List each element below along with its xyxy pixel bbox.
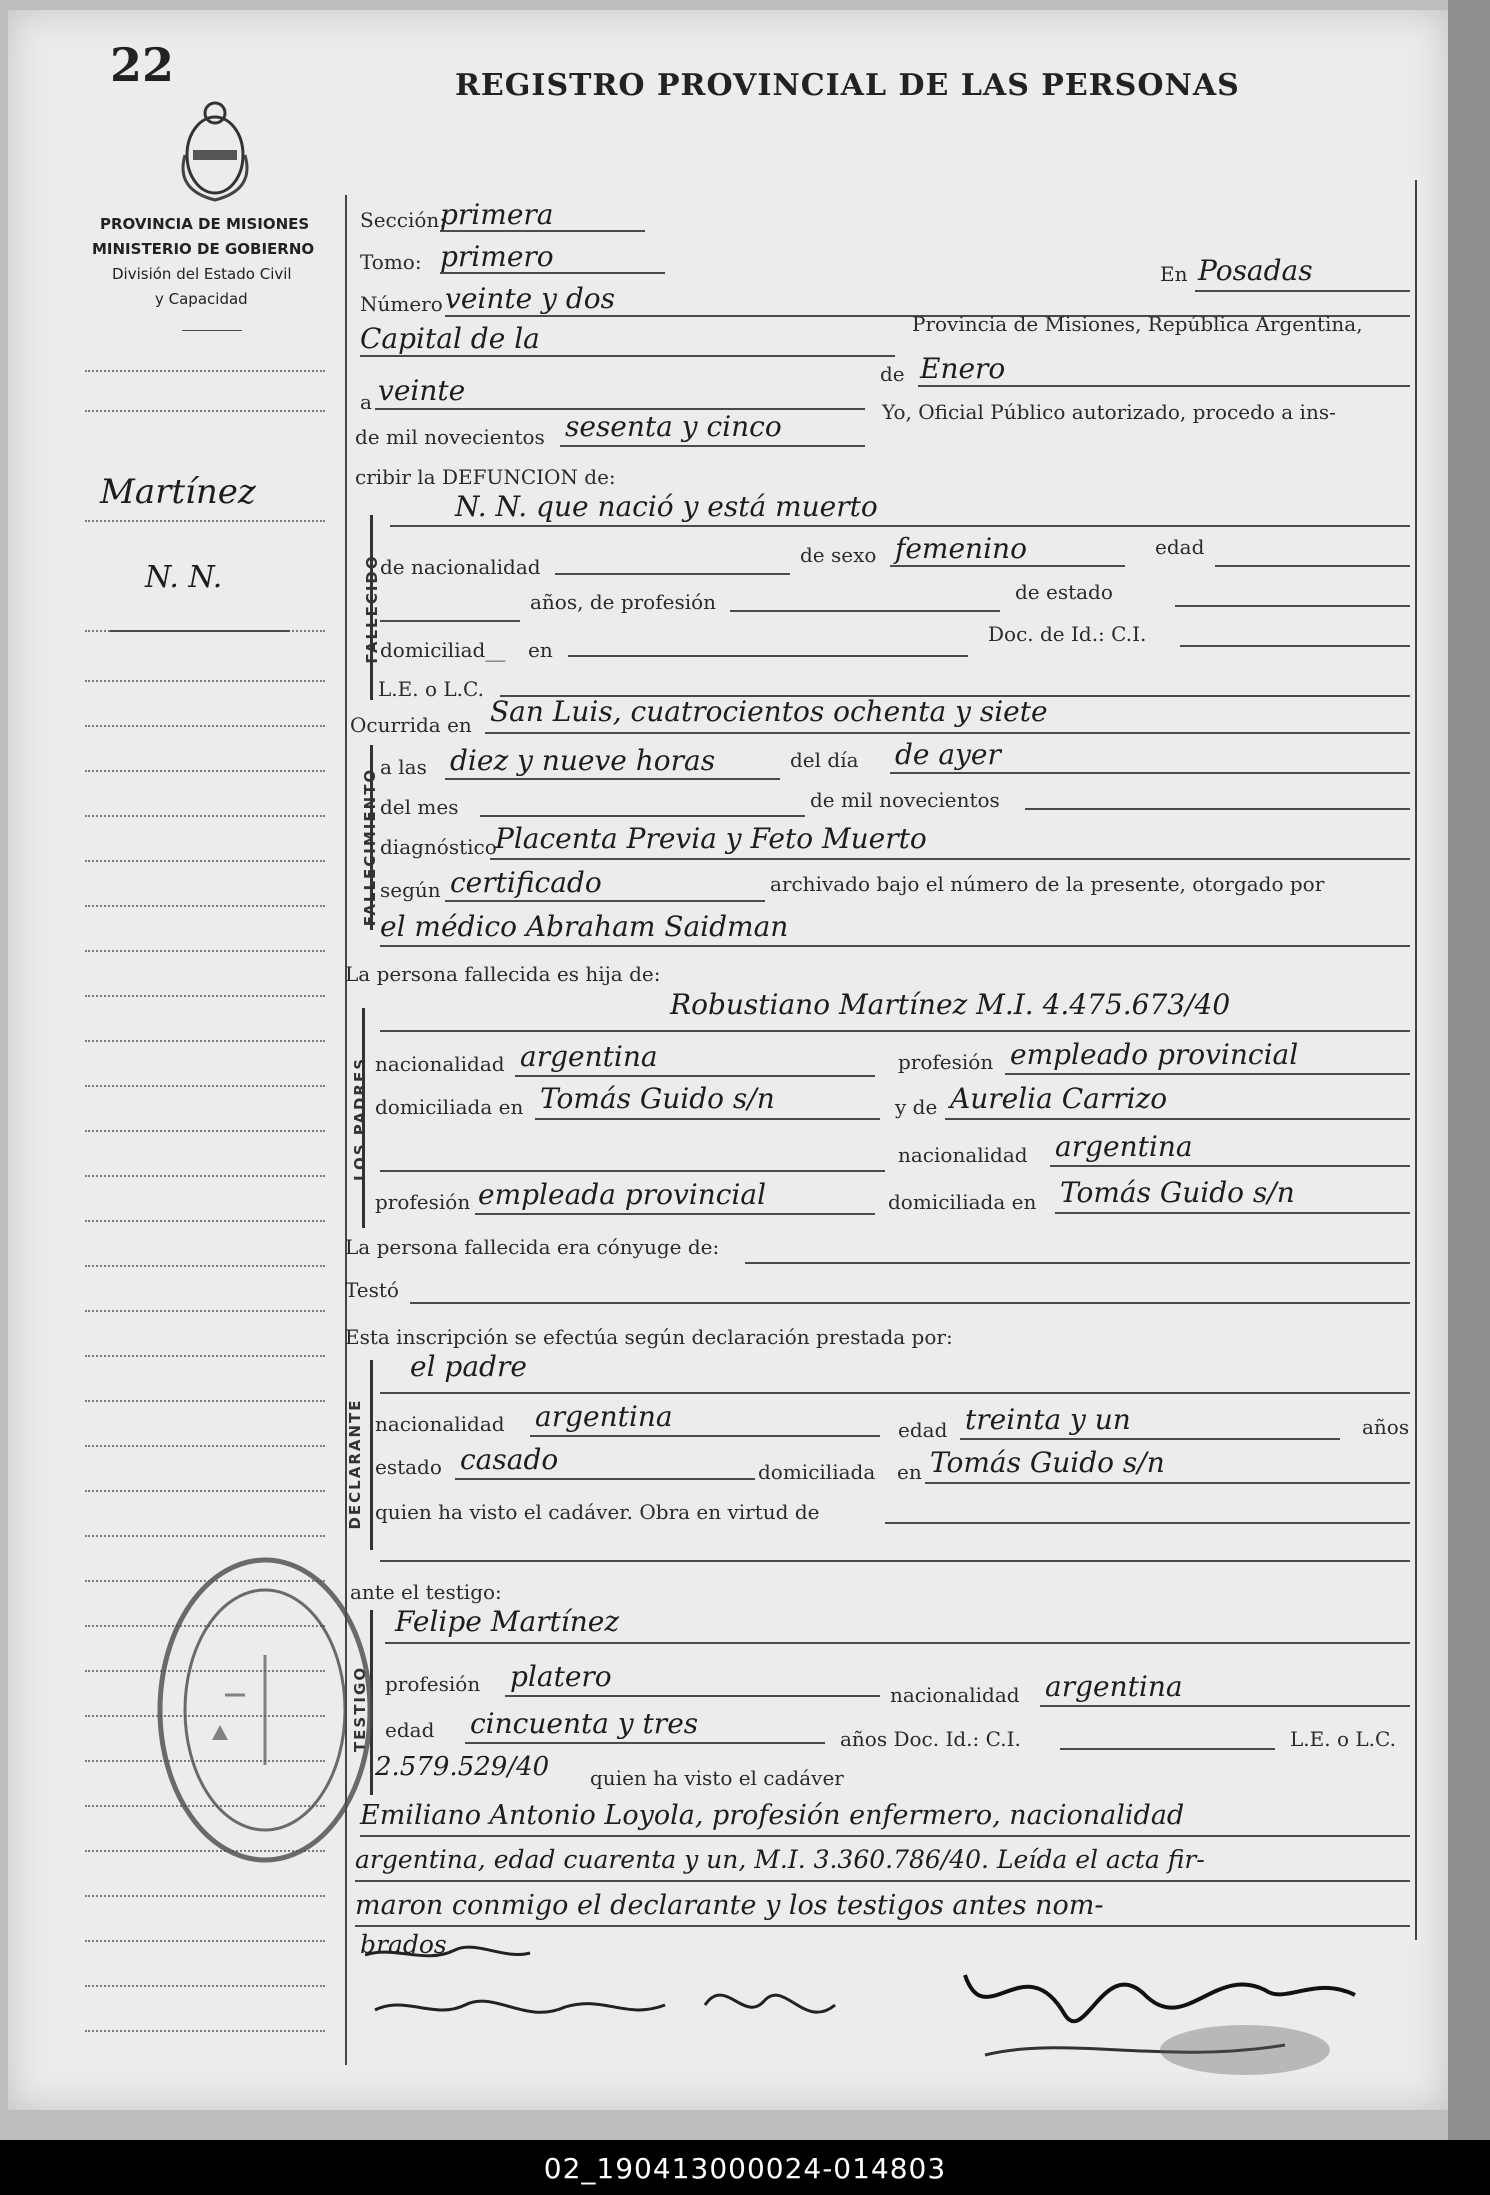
label-testo: Testó [345, 1278, 399, 1302]
side-label-fallecido: FALLECIDO [363, 554, 381, 664]
value-sexo: femenino [895, 532, 1027, 565]
label-segun: según [380, 878, 441, 902]
coat-of-arms-icon [175, 95, 255, 205]
label-domiciliada-madre: domiciliada en [888, 1190, 1037, 1214]
value-segun: certificado [450, 866, 602, 899]
page-number: 22 [110, 38, 175, 92]
label-archivado: archivado bajo el número de la presente, otorgado por [770, 872, 1325, 896]
org-line-4: y Capacidad [155, 290, 248, 308]
label-diagnostico: diagnóstico [380, 835, 497, 859]
value-madre: Aurelia Carrizo [950, 1082, 1168, 1115]
label-a-las: a las [380, 755, 427, 779]
label-anos-profesion: años, de profesión [530, 590, 717, 614]
label-de: de [880, 362, 905, 386]
label-estado-fallecido: de estado [1015, 580, 1113, 604]
note-line-3: maron conmigo el declarante y los testigos antes nom- [355, 1890, 1104, 1921]
label-nacionalidad-padre: nacionalidad [375, 1052, 505, 1076]
value-madre-dom: Tomás Guido s/n [1060, 1176, 1295, 1209]
label-ocurrida: Ocurrida en [350, 713, 472, 737]
value-seccion: primera [440, 198, 554, 231]
value-anio: sesenta y cinco [565, 410, 782, 443]
note-line-2: argentina, edad cuarenta y un, M.I. 3.360.786/40. Leída el acta fir- [355, 1845, 1205, 1874]
footer-id: 02_190413000024-014803 [543, 2152, 947, 2185]
value-declarante: el padre [410, 1350, 527, 1383]
value-capital: Capital de la [360, 322, 540, 355]
label-anos-declarante: años [1362, 1415, 1410, 1439]
label-sexo: de sexo [800, 543, 877, 567]
value-padre-dom: Tomás Guido s/n [540, 1082, 775, 1115]
label-y-de: y de [895, 1095, 938, 1119]
label-le-lc: L.E. o L.C. [378, 677, 484, 701]
label-anos-doc: años Doc. Id.: C.I. [840, 1727, 1021, 1751]
side-label-padres: LOS PADRES [351, 1056, 369, 1182]
label-edad-testigo: edad [385, 1718, 435, 1742]
label-le-lc-testigo: L.E. o L.C. [1290, 1727, 1396, 1751]
label-cribir: cribir la DEFUNCION de: [355, 465, 616, 489]
label-domiciliada-padre: domiciliada en [375, 1095, 524, 1119]
org-line-3: División del Estado Civil [112, 265, 292, 283]
value-medico: el médico Abraham Saidman [380, 910, 789, 943]
value-hora: diez y nueve horas [450, 744, 716, 777]
value-tomo: primero [440, 240, 554, 273]
label-edad-declarante: edad [898, 1418, 948, 1442]
value-lugar: Posadas [1198, 254, 1313, 287]
value-madre-prof: empleada provincial [478, 1178, 767, 1211]
label-de-mil-2: de mil novecientos [810, 788, 1000, 812]
label-edad: edad [1155, 535, 1205, 559]
footer-bar [0, 2140, 1490, 2195]
value-numero: veinte y dos [445, 282, 615, 315]
document-title: REGISTRO PROVINCIAL DE LAS PERSONAS [455, 68, 1240, 103]
side-label-fallecimiento: FALLECIMIENTO [361, 767, 379, 927]
margin-surname: Martínez [100, 472, 256, 512]
label-provincia: Provincia de Misiones, República Argentina, [912, 312, 1363, 336]
org-line-2: MINISTERIO DE GOBIERNO [92, 240, 315, 258]
value-fallecido: N. N. que nació y está muerto [455, 490, 878, 523]
value-dia: veinte [378, 374, 466, 407]
label-a: a [360, 390, 372, 414]
label-domiciliad: domiciliad__ [380, 638, 506, 662]
label-nacionalidad-testigo: nacionalidad [890, 1683, 1020, 1707]
label-quien-visto-2: quien ha visto el cadáver [590, 1766, 844, 1790]
value-padre: Robustiano Martínez M.I. 4.475.673/40 [670, 988, 1231, 1021]
value-decl-dom: Tomás Guido s/n [930, 1446, 1165, 1479]
label-domiciliada-declarante: domiciliada [758, 1460, 876, 1484]
value-padre-nac: argentina [520, 1040, 658, 1073]
value-test-nac: argentina [1045, 1670, 1183, 1703]
label-doc-id: Doc. de Id.: C.I. [988, 622, 1147, 646]
label-profesion-madre: profesión [375, 1190, 471, 1214]
scan-edge [1448, 0, 1490, 2140]
side-label-declarante: DECLARANTE [346, 1398, 364, 1530]
label-nacionalidad-declarante: nacionalidad [375, 1412, 505, 1436]
value-testigo: Felipe Martínez [395, 1605, 620, 1638]
label-quien-visto: quien ha visto el cadáver. Obra en virtud de [375, 1500, 820, 1524]
label-yo: Yo, Oficial Público autorizado, procedo a ins- [882, 400, 1336, 424]
label-tomo: Tomo: [360, 250, 422, 274]
label-nacionalidad-madre: nacionalidad [898, 1143, 1028, 1167]
label-en-declarante: en [897, 1460, 922, 1484]
org-line-1: PROVINCIA DE MISIONES [100, 215, 310, 233]
value-mes: Enero [920, 352, 1006, 385]
value-padre-prof: empleado provincial [1010, 1038, 1299, 1071]
label-hija-de: La persona fallecida es hija de: [345, 962, 661, 986]
label-numero: Número [360, 292, 443, 316]
margin-name: N. N. [145, 560, 223, 595]
value-test-prof: platero [510, 1660, 612, 1693]
label-seccion: Sección: [360, 208, 446, 232]
label-estado-declarante: estado [375, 1455, 442, 1479]
note-line-1: Emiliano Antonio Loyola, profesión enfermero, nacionalidad [360, 1800, 1185, 1831]
value-dia-de: de ayer [895, 738, 1001, 771]
label-ante-testigo: ante el testigo: [350, 1580, 502, 1604]
label-del-mes: del mes [380, 795, 459, 819]
side-label-testigo: TESTIGO [351, 1665, 369, 1753]
label-del-dia: del día [790, 748, 859, 772]
value-madre-nac: argentina [1055, 1130, 1193, 1163]
label-inscripcion: Esta inscripción se efectúa según declaración prestada por: [345, 1325, 953, 1349]
label-profesion-testigo: profesión [385, 1672, 481, 1696]
signatures [365, 1935, 1425, 2085]
label-en-fallecido: en [528, 638, 553, 662]
value-test-ci: 2.579.529/40 [375, 1752, 550, 1782]
value-decl-nac: argentina [535, 1400, 673, 1433]
label-en: En [1160, 262, 1188, 286]
value-decl-estado: casado [460, 1443, 559, 1476]
official-seal-icon [150, 1545, 380, 1875]
note-line-4: brados. [360, 1930, 455, 1959]
value-decl-edad: treinta y un [965, 1403, 1131, 1436]
value-ocurrida: San Luis, cuatrocientos ochenta y siete [490, 695, 1048, 728]
label-conyuge: La persona fallecida era cónyuge de: [345, 1235, 720, 1259]
label-de-mil: de mil novecientos [355, 425, 545, 449]
label-nacionalidad-fallecido: de nacionalidad [380, 555, 541, 579]
value-diagnostico: Placenta Previa y Feto Muerto [495, 822, 927, 855]
label-profesion-padre: profesión [898, 1050, 994, 1074]
value-test-edad: cincuenta y tres [470, 1707, 699, 1740]
